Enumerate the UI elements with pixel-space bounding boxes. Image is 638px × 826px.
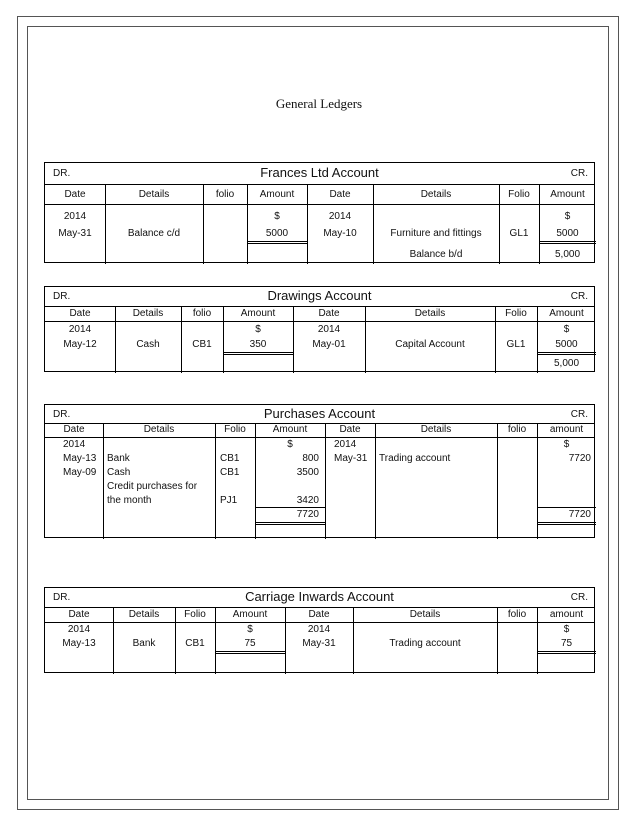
col-details: Details	[143, 424, 175, 435]
entry-folio: CB1	[220, 453, 240, 464]
credit-label: CR.	[570, 409, 588, 420]
col-date: Date	[68, 609, 90, 620]
col-amount: Amount	[240, 308, 276, 319]
entry-details: Capital Account	[395, 339, 465, 350]
col-date: Date	[339, 424, 361, 435]
column-headers	[45, 306, 594, 322]
col-details: Details	[420, 189, 452, 200]
entry-folio: CB1	[220, 467, 240, 478]
col-folio: Folio	[224, 424, 246, 435]
entry-folio: GL1	[506, 339, 526, 350]
col-date: Date	[63, 424, 85, 435]
currency: $	[564, 211, 571, 222]
balance-bd-amount: 5,000	[554, 249, 581, 260]
balance-bd-details: Balance b/d	[409, 249, 463, 260]
balance-bd-amount: 5,000	[553, 358, 580, 369]
col-details: Details	[414, 308, 446, 319]
entry-date: May-31	[302, 638, 336, 649]
credit-label: CR.	[570, 592, 588, 603]
col-folio: Folio	[184, 609, 206, 620]
column-headers	[45, 184, 594, 205]
column-headers	[45, 607, 594, 623]
entry-date: May-10	[323, 228, 357, 239]
total-amount: 7720	[296, 509, 319, 520]
year: 2014	[63, 439, 86, 450]
col-folio: Folio	[508, 189, 530, 200]
total-amount: 7720	[568, 509, 591, 520]
col-folio: folio	[192, 308, 212, 319]
purchases-account	[44, 404, 595, 538]
col-date: Date	[308, 609, 330, 620]
account-header	[45, 405, 594, 424]
currency: $	[287, 439, 293, 450]
col-date: Date	[329, 189, 351, 200]
entry-amount: 5000	[556, 228, 579, 239]
credit-label: CR.	[570, 168, 588, 179]
currency: $	[247, 624, 253, 635]
entry-amount: 3420	[296, 495, 319, 506]
entry-folio: GL1	[509, 228, 529, 239]
col-date: Date	[69, 308, 91, 319]
col-details: Details	[409, 609, 441, 620]
debit-label: DR.	[53, 409, 71, 420]
carriage-inwards-account	[44, 587, 595, 673]
col-amount: Amount	[232, 609, 268, 620]
currency: $	[255, 324, 261, 335]
frances-ltd-account	[44, 162, 595, 263]
entry-amount: 75	[244, 638, 256, 649]
col-date: Date	[318, 308, 340, 319]
credit-purchases-line1: Credit purchases for	[107, 481, 198, 492]
column-headers	[45, 423, 594, 438]
col-amount: Amount	[549, 308, 584, 319]
entry-date: May-31	[58, 228, 92, 239]
account-name: Frances Ltd Account	[260, 165, 379, 180]
entry-date: May-01	[312, 339, 346, 350]
page-title: General Ledgers	[275, 96, 363, 111]
year: 2014	[63, 211, 87, 222]
year: 2014	[68, 324, 92, 335]
year: 2014	[328, 211, 352, 222]
debit-label: DR.	[53, 592, 71, 603]
debit-label: DR.	[53, 168, 71, 179]
entry-details: Bank	[107, 453, 130, 464]
entry-amount: 350	[249, 339, 267, 350]
debit-label: DR.	[53, 291, 71, 302]
drawings-account	[44, 286, 595, 372]
entry-details: Balance c/d	[127, 228, 181, 239]
account-header	[45, 588, 594, 608]
col-amount: Amount	[259, 189, 295, 200]
year: 2014	[67, 624, 91, 635]
year: 2014	[317, 324, 341, 335]
currency: $	[563, 439, 570, 450]
credit-purchases-line2: the month	[107, 495, 152, 506]
year: 2014	[334, 439, 357, 450]
entry-amount: 75	[560, 638, 573, 649]
account-name: Carriage Inwards Account	[245, 589, 394, 604]
col-folio: folio	[215, 189, 235, 200]
entry-date: May-13	[63, 453, 97, 464]
currency: $	[274, 211, 280, 222]
entry-folio: PJ1	[220, 495, 238, 506]
entry-amount: 5000	[555, 339, 578, 350]
entry-amount: 800	[302, 453, 319, 464]
col-amount: Amount	[272, 424, 308, 435]
col-folio: folio	[507, 424, 527, 435]
currency: $	[563, 324, 570, 335]
entry-folio: CB1	[185, 638, 205, 649]
col-details: Details	[132, 308, 164, 319]
entry-amount: 7720	[568, 453, 591, 464]
entry-date: May-12	[63, 339, 97, 350]
col-amount: amount	[549, 609, 584, 620]
entry-amount: 5000	[265, 228, 289, 239]
credit-label: CR.	[570, 291, 588, 302]
account-header	[45, 163, 594, 185]
account-name: Purchases Account	[263, 406, 376, 421]
col-details: Details	[420, 424, 452, 435]
entry-amount: 3500	[296, 467, 319, 478]
col-amount: Amount	[550, 189, 585, 200]
entry-details: Bank	[132, 638, 156, 649]
entry-details: Furniture and fittings	[390, 228, 482, 239]
col-folio: folio	[507, 609, 527, 620]
entry-details: Cash	[107, 467, 131, 478]
account-header	[45, 287, 594, 307]
entry-folio: CB1	[192, 339, 212, 350]
currency: $	[563, 624, 570, 635]
col-details: Details	[128, 609, 160, 620]
entry-date: May-31	[334, 453, 368, 464]
entry-date: May-13	[62, 638, 96, 649]
col-details: Details	[138, 189, 170, 200]
col-date: Date	[64, 189, 86, 200]
entry-details: Trading account	[379, 453, 451, 464]
entry-details: Cash	[136, 339, 160, 350]
entry-details: Trading account	[389, 638, 461, 649]
col-folio: Folio	[505, 308, 527, 319]
year: 2014	[307, 624, 331, 635]
col-amount: amount	[549, 424, 584, 435]
account-name: Drawings Account	[267, 288, 372, 303]
entry-date: May-09	[63, 467, 97, 478]
